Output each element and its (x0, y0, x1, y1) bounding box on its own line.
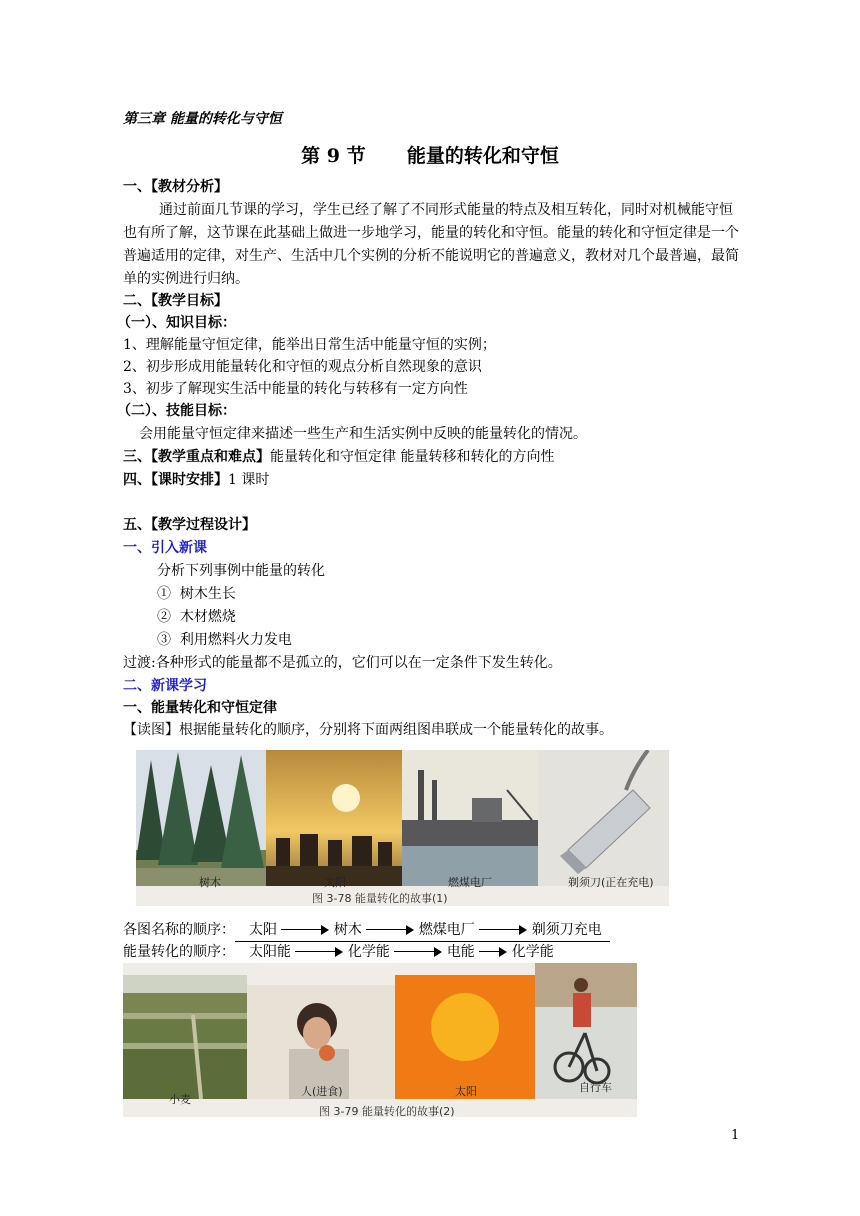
figure-label: 太阳 (455, 1085, 477, 1098)
skill-text: 会用能量守恒定律来描述一些生产和生活实例中反映的能量转化的情况。 (139, 426, 587, 442)
shaver-image (538, 750, 669, 886)
example-item: ③ 利用燃料火力发电 (157, 632, 292, 648)
energy-order-label: 能量转化的顺序： (123, 944, 235, 960)
heading-new-lesson: 二、新课学习 (123, 678, 207, 694)
heading-schedule: 四、【课时安排】 (123, 472, 228, 488)
image-order-sequence: 太阳 树木 燃煤电厂 剃须刀充电 (235, 919, 610, 942)
page-number: 1 (731, 1128, 740, 1143)
transition-text: 过渡:各种形式的能量都不是孤立的，它们可以在一定条件下发生转化。 (123, 655, 562, 671)
read-text: 根据能量转化的顺序，分别将下面两组图串联成一个能量转化的故事。 (179, 722, 613, 738)
subheading-knowledge: （一）、知识目标： (117, 315, 236, 331)
key-points-text: 能量转化和守恒定律 能量转移和转化的方向性 (270, 449, 555, 465)
section-number: 第 9 节 (301, 145, 366, 167)
schedule-line (123, 469, 269, 491)
person-eating-image (247, 985, 395, 1099)
image-order-label: 各图名称的顺序： (123, 922, 235, 938)
arrow-icon (479, 947, 507, 957)
schedule-text: 1 课时 (228, 472, 270, 488)
image-order-line (123, 919, 610, 942)
figure-label: 燃煤电厂 (448, 876, 492, 889)
example-item: ② 木材燃烧 (157, 609, 236, 625)
figure-label: 太阳 (324, 876, 346, 889)
goal-item: 2、初步形成用能量转化和守恒的观点分析自然现象的意识 (123, 359, 482, 375)
power-plant-image (402, 750, 538, 886)
wheat-image (123, 975, 247, 1099)
chapter-title: 第三章 能量的转化与守恒 (123, 111, 282, 127)
read-label: 【读图】 (123, 722, 179, 738)
heading-key-points: 三、【教学重点和难点】 (123, 449, 270, 465)
figure-energy-story-2 (123, 963, 637, 1117)
heading-intro: 一、引入新课 (123, 540, 207, 556)
goal-item: 1、理解能量守恒定律，能举出日常生活中能量守恒的实例； (123, 337, 496, 353)
figure-label: 剃须刀(正在充电) (568, 876, 654, 889)
key-points-line (123, 446, 554, 468)
arrow-icon (281, 925, 329, 935)
figure-label: 树木 (199, 876, 221, 889)
arrow-icon (295, 947, 343, 957)
subheading-skill: （二）、技能目标： (117, 403, 236, 419)
arrow-icon (366, 925, 414, 935)
figure-label: 小麦 (169, 1093, 191, 1106)
figure-caption: 图 3-78 能量转化的故事(1) (312, 892, 448, 905)
energy-order-sequence: 太阳能 化学能 电能 化学能 (235, 941, 576, 964)
figure-energy-story-1 (136, 750, 669, 906)
section-name: 能量的转化和守恒 (406, 145, 559, 167)
example-item: ① 树木生长 (157, 586, 236, 602)
arrow-icon (479, 925, 527, 935)
sun-image (266, 750, 402, 886)
trees-image (136, 750, 266, 886)
figure-caption: 图 3-79 能量转化的故事(2) (319, 1105, 455, 1118)
intro-text: 分析下列事例中能量的转化 (157, 563, 325, 579)
analysis-text: 通过前面几节课的学习，学生已经了解了不同形式能量的特点及相互转化，同时对机械能守恒也有所了解，这节课在此基础上做进一步地学习，能量的转化和守恒。能量的转化和守恒定律是一个普遍适用的定律，对生产、生活中几个实例的分析不能说明它的普遍意义，教材对几个最普遍，最简单的实例进行归纳。 (123, 202, 739, 287)
goal-item: 3、初步了解现实生活中能量的转化与转移有一定方向性 (123, 381, 468, 397)
heading-goals: 二、【教学目标】 (123, 293, 228, 309)
arrow-icon (394, 947, 442, 957)
heading-law: 一、能量转化和守恒定律 (123, 700, 277, 716)
heading-process: 五、【教学过程设计】 (123, 517, 256, 533)
figure-label: 人(进食) (301, 1085, 343, 1098)
energy-order-line (123, 941, 576, 964)
page-title (0, 141, 860, 168)
heading-analysis: 一、【教材分析】 (123, 179, 228, 195)
read-figure-line (123, 719, 613, 741)
figure-label: 自行车 (579, 1081, 612, 1094)
sun-orange-image (395, 975, 535, 1099)
